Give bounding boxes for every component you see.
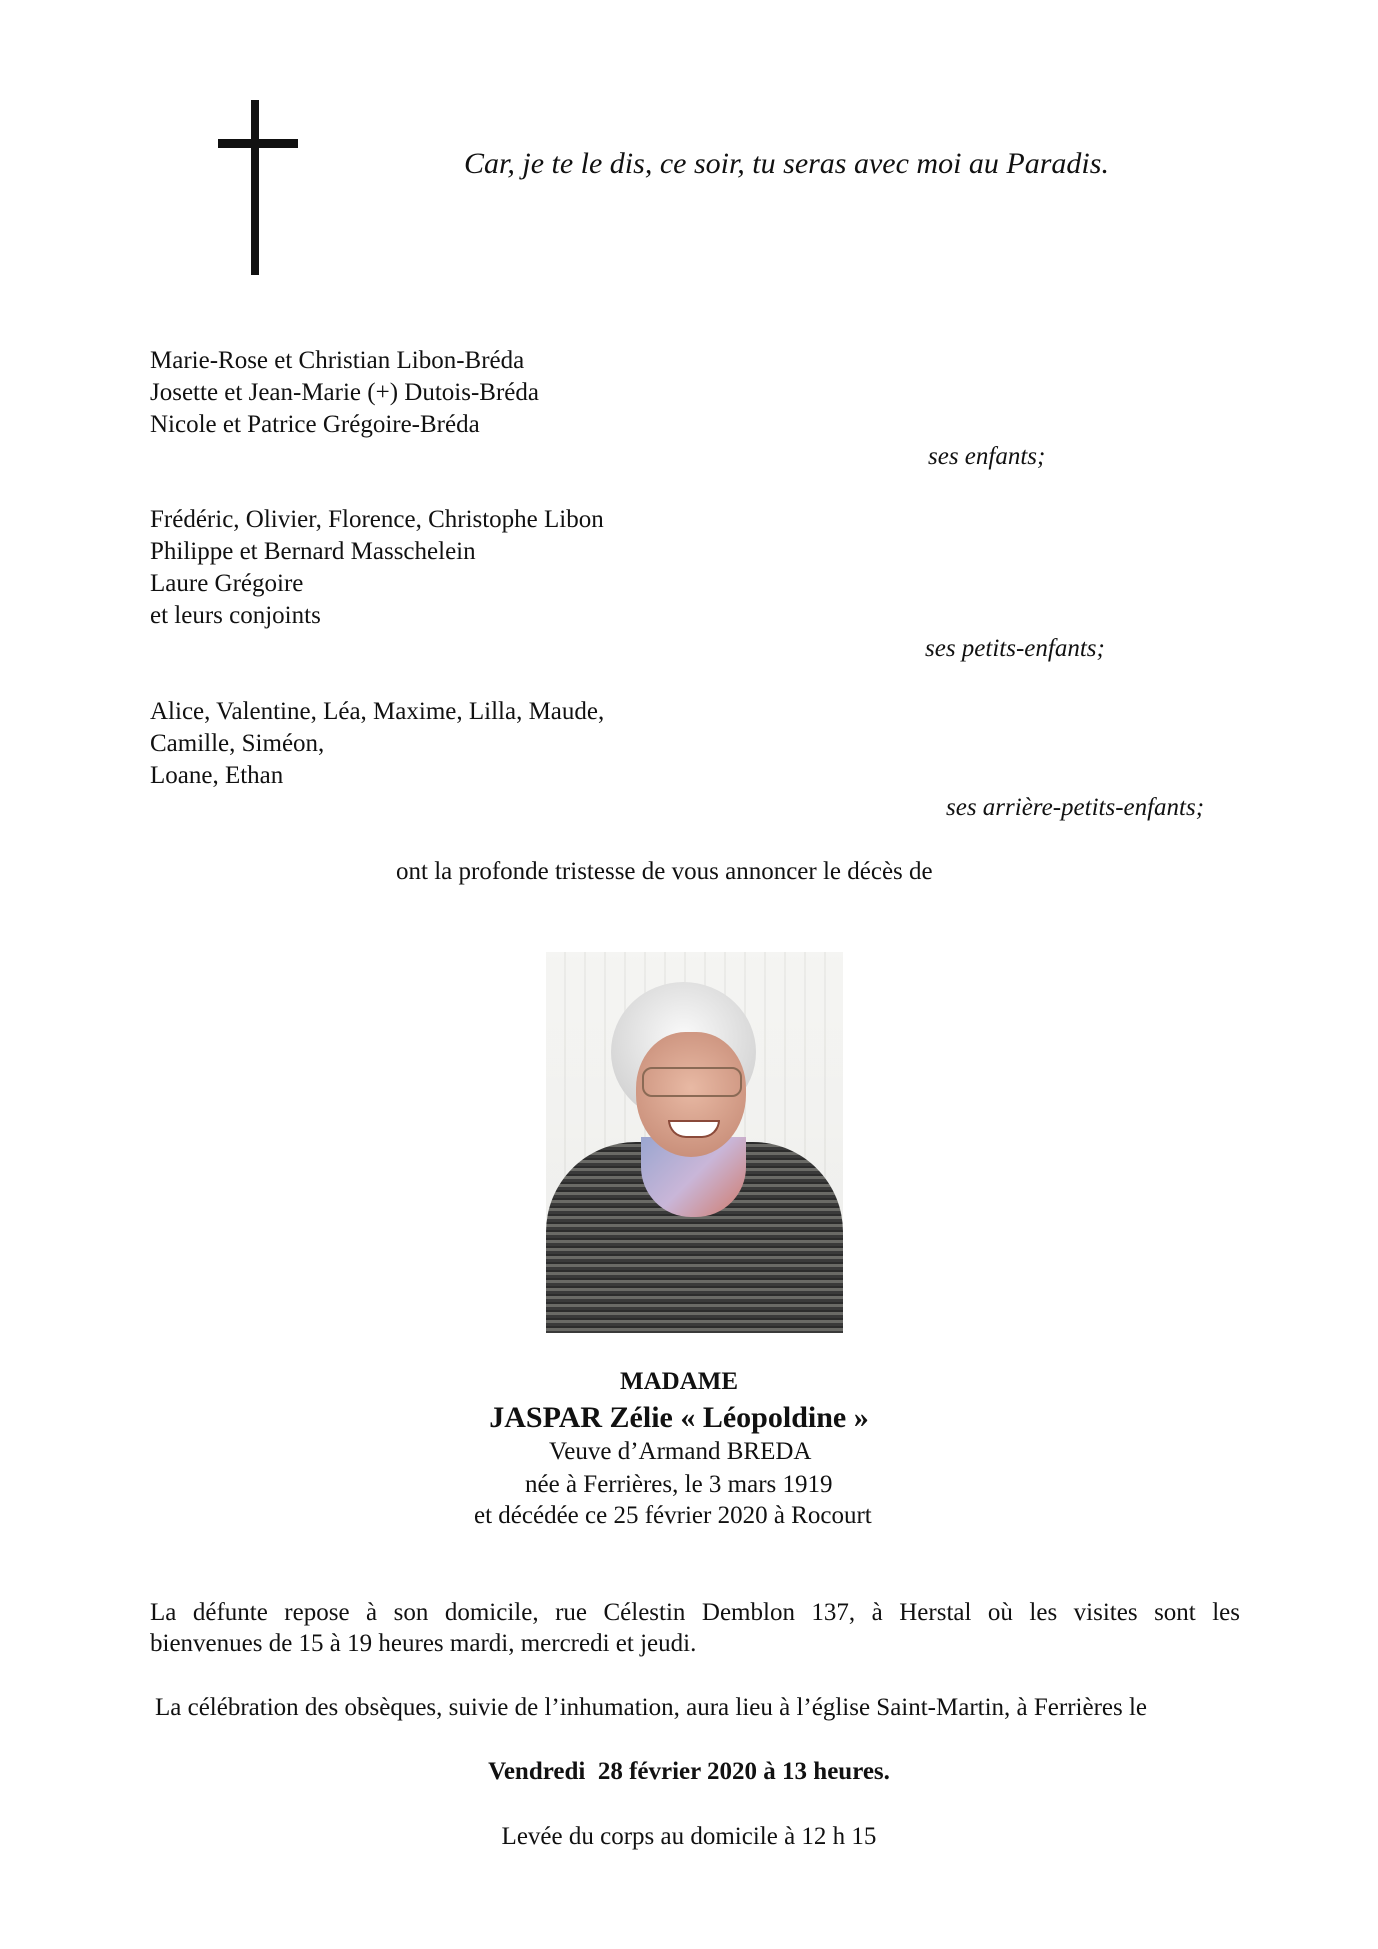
announcement-text: ont la profonde tristesse de vous annoncer le décès de bbox=[396, 858, 933, 885]
ceremony-date: Vendredi 28 février 2020 à 13 heures. bbox=[488, 1758, 890, 1785]
list-item: Laure Grégoire bbox=[150, 570, 304, 597]
cross-horizontal-bar bbox=[218, 139, 298, 148]
children-label: ses enfants; bbox=[928, 443, 1046, 470]
list-item: Philippe et Bernard Masschelein bbox=[150, 538, 476, 565]
list-item: Loane, Ethan bbox=[150, 762, 284, 789]
list-item: Josette et Jean-Marie (+) Dutois-Bréda bbox=[150, 379, 539, 406]
great-grandchildren-list bbox=[150, 696, 604, 792]
visits-line-2: bienvenues de 15 à 19 heures mardi, mercredi et jeudi. bbox=[150, 1630, 697, 1657]
grandchildren-label: ses petits-enfants; bbox=[925, 635, 1105, 662]
deceased-title: MADAME bbox=[619, 1368, 739, 1395]
ceremony-text: La célébration des obsèques, suivie de l’inhumation, aura lieu à l’église Saint-Martin, à Ferrières le bbox=[155, 1694, 1148, 1721]
departure-text: Levée du corps au domicile à 12 h 15 bbox=[501, 1823, 877, 1850]
list-item: et leurs conjoints bbox=[150, 602, 321, 629]
deceased-name: JASPAR Zélie « Léopoldine » bbox=[489, 1401, 869, 1434]
portrait-photo bbox=[546, 952, 843, 1333]
grandchildren-list bbox=[150, 504, 604, 632]
list-item: Camille, Siméon, bbox=[150, 730, 325, 757]
list-item: Nicole et Patrice Grégoire-Bréda bbox=[150, 411, 480, 438]
cross-vertical-bar bbox=[251, 100, 259, 275]
death-info: et décédée ce 25 février 2020 à Rocourt bbox=[474, 1502, 872, 1529]
great-grandchildren-label: ses arrière-petits-enfants; bbox=[946, 794, 1205, 821]
list-item: Marie-Rose et Christian Libon-Bréda bbox=[150, 347, 525, 374]
widow-of: Veuve d’Armand BREDA bbox=[549, 1438, 812, 1465]
bible-quote: Car, je te le dis, ce soir, tu seras avec moi au Paradis. bbox=[464, 147, 1109, 180]
list-item: Frédéric, Olivier, Florence, Christophe Libon bbox=[150, 506, 604, 533]
birth-info: née à Ferrières, le 3 mars 1919 bbox=[525, 1471, 833, 1498]
list-item: Alice, Valentine, Léa, Maxime, Lilla, Maude, bbox=[150, 698, 605, 725]
visits-line-1: La défunte repose à son domicile, rue Célestin Demblon 137, à Herstal où les visites sont les bbox=[150, 1599, 1240, 1626]
children-list bbox=[150, 345, 539, 441]
